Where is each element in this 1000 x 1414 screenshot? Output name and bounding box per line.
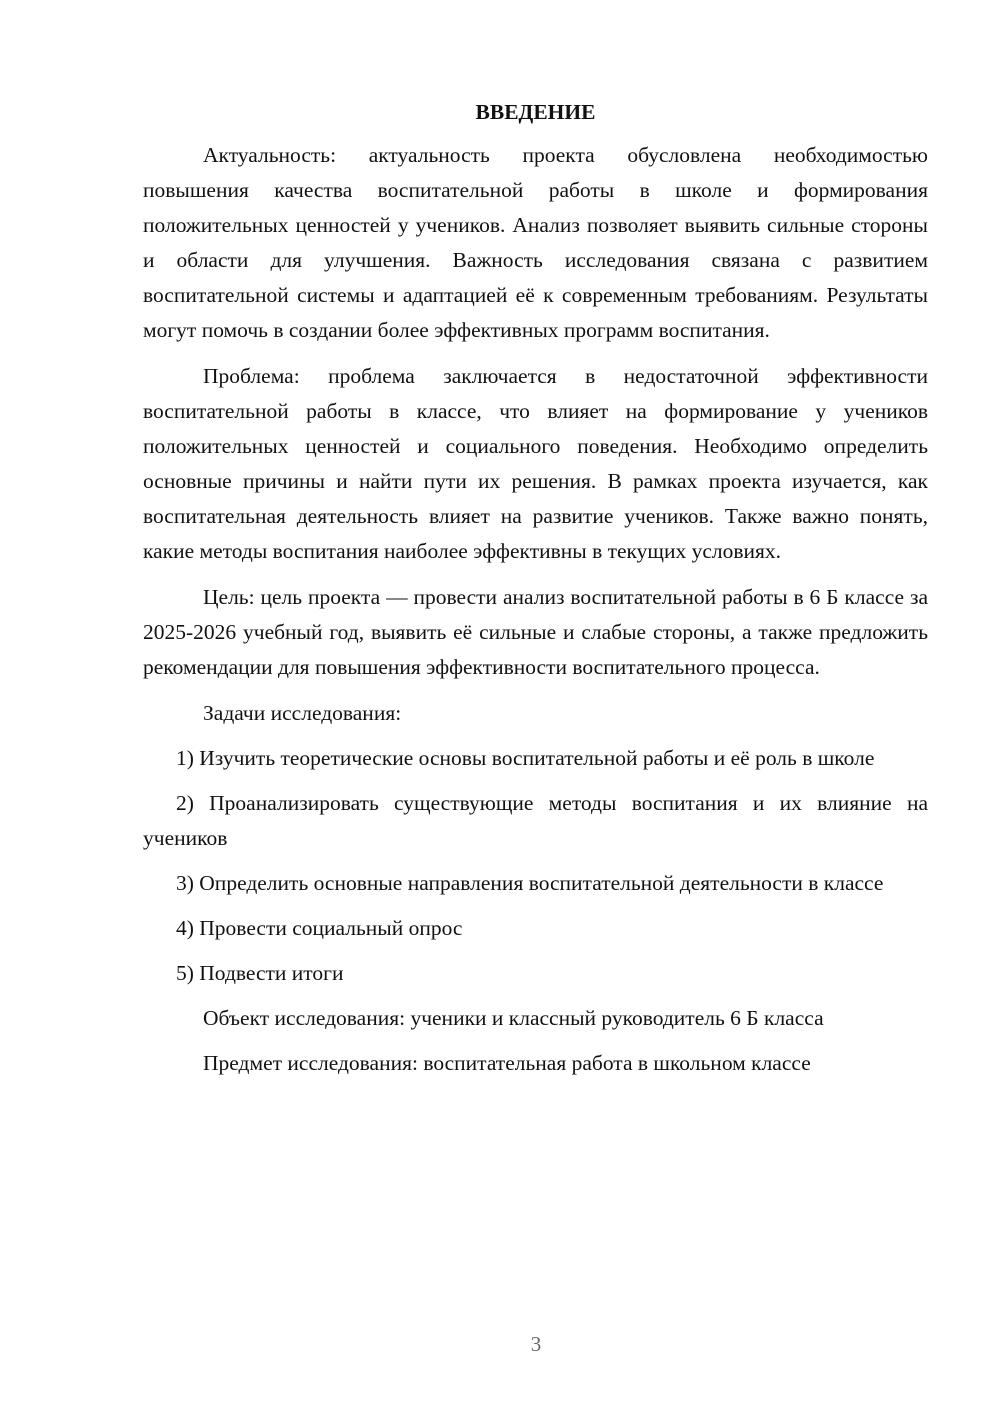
problem-paragraph: Проблема: проблема заключается в недостаточной эффективности воспитательной работы в классе, что влияет на формирование у учеников положительных ценностей и социального поведения. Необходимо определить основные причины и найти пути их решения. В рамках проекта изучается, как воспитательная деятельность влияет на развитие учеников. Также важно понять, какие методы воспитания наиболее эффективны в текущих условиях.	[143, 364, 928, 563]
task-item: 1) Изучить теоретические основы воспитательной работы и её роль в школе	[176, 746, 875, 770]
task-item: 5) Подвести итоги	[176, 961, 344, 985]
research-object: Объект исследования: ученики и классный руководитель 6 Б класса	[203, 1006, 824, 1030]
section-title: ВВЕДЕНИЕ	[475, 100, 596, 124]
task-item: 4) Провести социальный опрос	[176, 916, 463, 940]
relevance-paragraph: Актуальность: актуальность проекта обусловлена необходимостью повышения качества воспитательной работы в школе и формирования положительных ценностей у учеников. Анализ позволяет выявить сильные стороны и области для улучшения. Важность исследования связана с развитием воспитательной системы и адаптацией её к современным требованиям. Результаты могут помочь в создании более эффективных программ воспитания.	[143, 143, 928, 342]
page-number: 3	[530, 1332, 542, 1356]
task-item: 3) Определить основные направления воспитательной деятельности в классе	[176, 871, 884, 895]
document-page	[143, 96, 928, 1091]
tasks-heading: Задачи исследования:	[203, 701, 402, 725]
goal-paragraph: Цель: цель проекта — провести анализ воспитательной работы в 6 Б классе за 2025-2026 учебный год, выявить её сильные и слабые стороны, а также предложить рекомендации для повышения эффективности воспитательного процесса.	[143, 585, 928, 679]
research-subject: Предмет исследования: воспитательная работа в школьном классе	[203, 1051, 811, 1075]
task-item: 2) Проанализировать существующие методы воспитания и их влияние на учеников	[143, 791, 928, 850]
tasks-list	[143, 741, 928, 991]
